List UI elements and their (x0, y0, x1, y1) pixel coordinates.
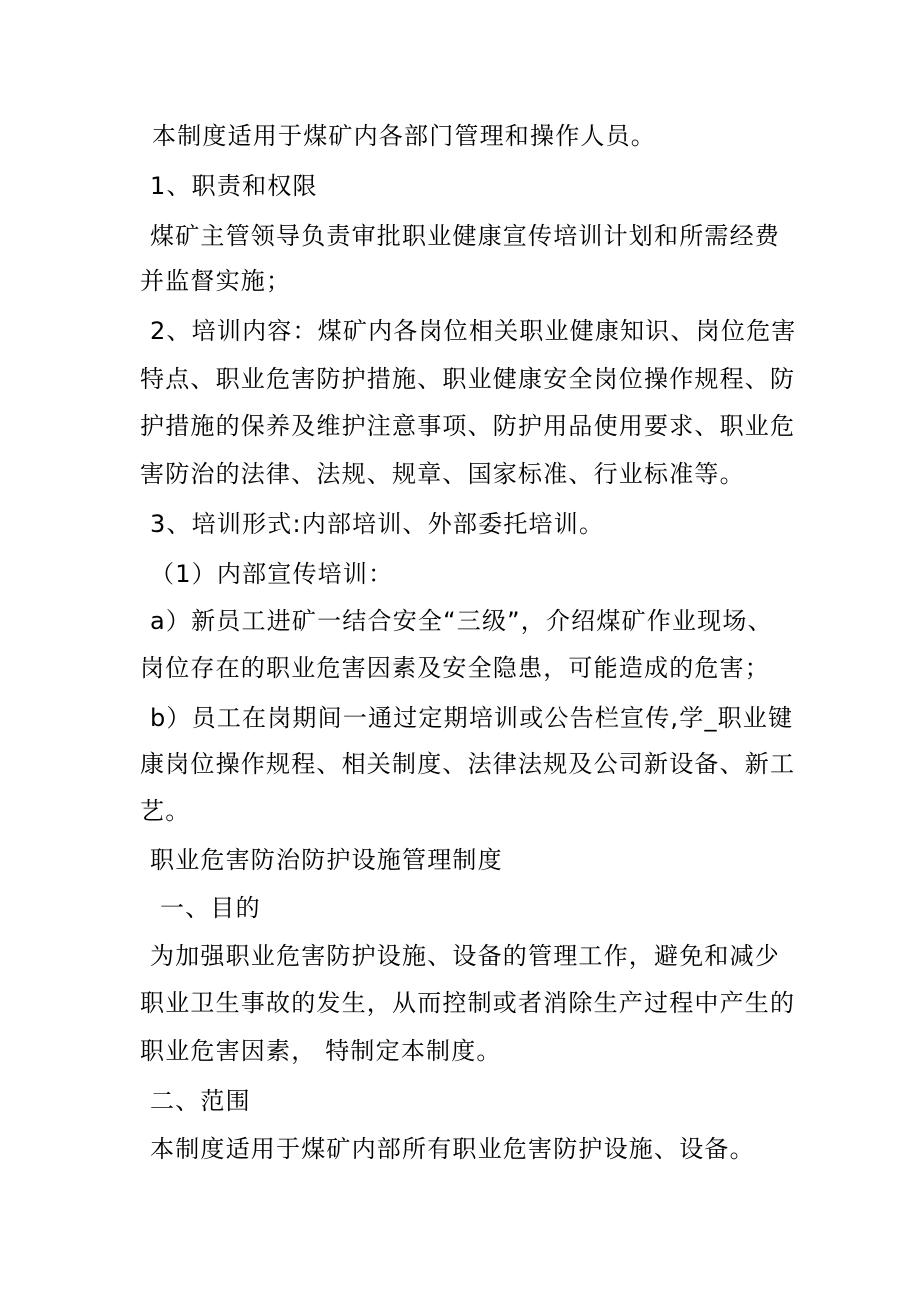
text-line: 害防治的法律、法规、规章、国家标准、行业标准等。 (140, 460, 745, 488)
text-line: 3、培训形式:内部培训、外部委托培训。 (150, 510, 605, 538)
text-line: （1）内部宣传培训： (150, 560, 394, 588)
document-title: 职业危害防治防护设施管理制度 (150, 846, 503, 874)
text-line: 本制度适用于煤矿内各部门管理和操作人员。 (152, 122, 656, 150)
text-line: 煤矿主管领导负责审批职业健康宣传培训计划和所需经费 (150, 222, 780, 250)
text-line: 职业危害因素， 特制定本制度。 (140, 1037, 502, 1065)
text-line: 艺。 (140, 797, 191, 825)
text-line: 并监督实施； (140, 267, 292, 295)
text-line: 特点、职业危害防护措施、职业健康安全岗位操作规程、防 (140, 365, 796, 393)
text-line: 职业卫生事故的发生，从而控制或者消除生产过程中产生的 (140, 989, 796, 1017)
section-heading: 1、职责和权限 (150, 172, 318, 200)
text-line: 2、培训内容：煤矿内各岗位相关职业健康知识、岗位危害 (150, 317, 797, 345)
text-line: 康岗位操作规程、相关制度、法律法规及公司新设备、新工 (140, 750, 796, 778)
section-heading: 二、范围 (150, 1087, 251, 1115)
text-line: 本制度适用于煤矿内部所有职业危害防护设施、设备。 (150, 1135, 755, 1163)
text-line: 为加强职业危害防护设施、设备的管理工作，避免和减少 (150, 942, 780, 970)
text-line: a）新员工进矿一结合安全“三级”，介绍煤矿作业现场、 (150, 607, 773, 635)
text-line: 岗位存在的职业危害因素及安全隐患，可能造成的危害； (140, 654, 770, 682)
section-heading: 一、目的 (160, 894, 261, 922)
text-line: 护措施的保养及维护注意事项、防护用品使用要求、职业危 (140, 412, 796, 440)
text-line: b）员工在岗期间一通过定期培训或公告栏宣传,学_职业键 (150, 704, 794, 732)
